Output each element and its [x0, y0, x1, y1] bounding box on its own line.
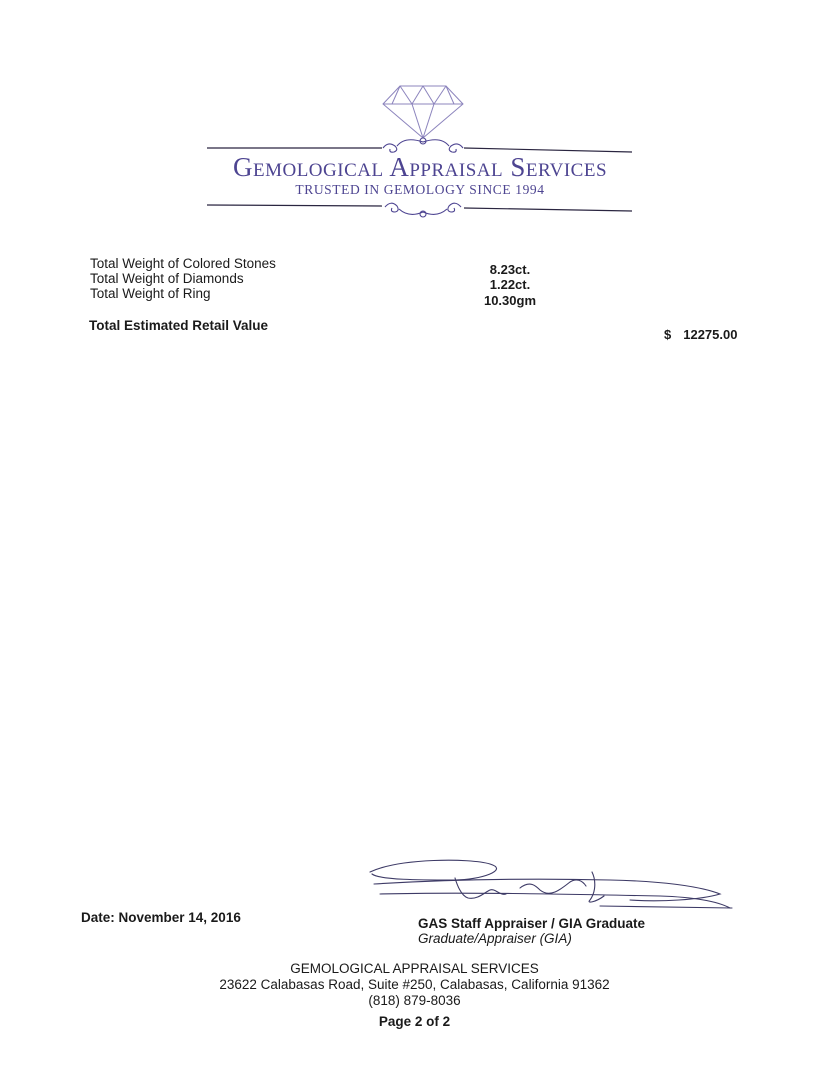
weight-value-diamonds: 1.22ct.: [489, 277, 531, 292]
weight-label-diamonds: Total Weight of Diamonds: [90, 271, 244, 286]
company-logo: [0, 0, 829, 240]
appraiser-title: GAS Staff Appraiser / GIA Graduate: [418, 916, 646, 931]
currency-symbol: $: [664, 327, 672, 342]
company-tagline: TRUSTED IN GEMOLOGY SINCE 1994: [295, 182, 545, 197]
weight-value-ring: 10.30gm: [483, 293, 537, 308]
signature-icon: [360, 850, 740, 920]
total-value-label: Total Estimated Retail Value: [89, 318, 269, 333]
weight-value-colored-stones: 8.23ct.: [489, 262, 531, 277]
company-name: Gemological Appraisal Services: [232, 152, 608, 182]
footer-company-name: GEMOLOGICAL APPRAISAL SERVICES: [290, 961, 539, 976]
weight-label-ring: Total Weight of Ring: [90, 286, 211, 301]
appraiser-subtitle: Graduate/Appraiser (GIA): [418, 931, 572, 946]
footer-phone: (818) 879-8036: [368, 993, 461, 1008]
page-number: Page 2 of 2: [378, 1014, 451, 1029]
footer-address: 23622 Calabasas Road, Suite #250, Calabasas, California 91362: [219, 977, 610, 992]
appraisal-date: Date: November 14, 2016: [81, 910, 241, 925]
total-value-amount: [664, 327, 737, 342]
diamond-logo-icon: [0, 0, 829, 240]
weight-label-colored-stones: Total Weight of Colored Stones: [90, 256, 276, 271]
total-amount: 12275.00: [683, 327, 738, 342]
